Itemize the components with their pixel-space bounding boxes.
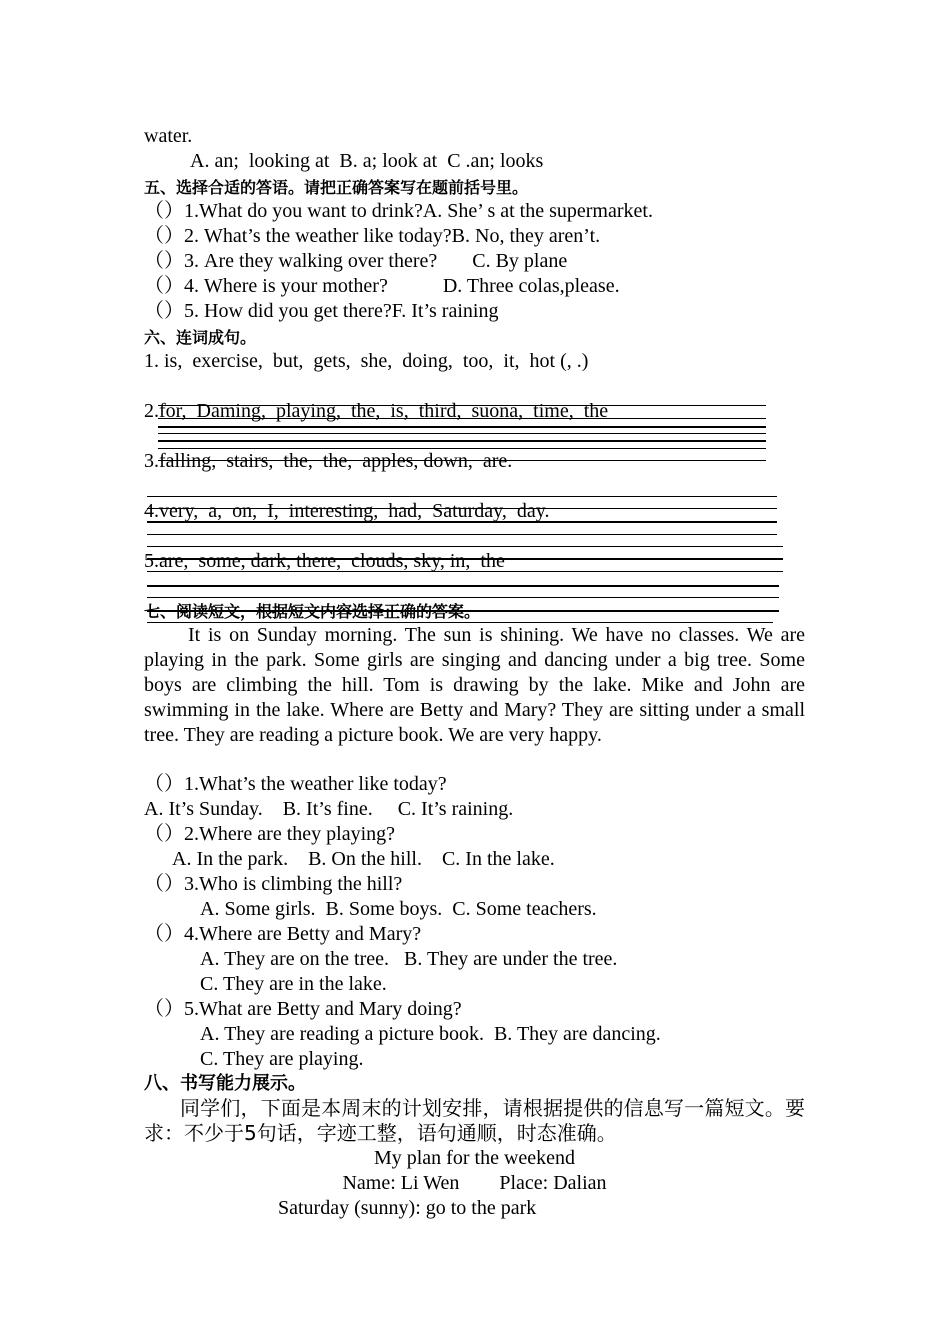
writing-line	[158, 418, 766, 419]
writing-line	[147, 496, 777, 497]
section-6-heading: 六、连词成句。	[144, 328, 257, 347]
reading-question-4: （）4.Where are Betty and Mary?	[144, 923, 422, 945]
writing-line	[147, 534, 777, 535]
word-order-item-5: 5.are, some, dark, there, clouds, sky, in, the	[144, 550, 505, 572]
reading-question-3: （）3.Who is climbing the hill?	[144, 873, 403, 895]
writing-line	[158, 405, 766, 406]
plan-saturday: Saturday (sunny): go to the park	[278, 1197, 537, 1219]
match-item-2: （）2. What’s the weather like today?B. No, they aren’t.	[144, 225, 601, 247]
text-line: water.	[144, 125, 193, 147]
word-order-item-2: 2.for, Daming, playing, the, is, third, suona, time, the	[144, 400, 609, 422]
question-1-options: A. It’s Sunday. B. It’s fine. C. It’s raining.	[144, 798, 514, 820]
section-8-heading: 八、书写能力展示。	[144, 1073, 306, 1094]
writing-line	[147, 546, 783, 547]
writing-line	[147, 508, 777, 509]
writing-line	[158, 426, 766, 428]
plan-title: My plan for the weekend	[373, 1147, 576, 1169]
question-2-options: A. In the park. B. On the hill. C. In the lake.	[172, 848, 555, 870]
match-item-5: （）5. How did you get there?F. It’s raining	[144, 300, 499, 322]
reading-question-5: （）5.What are Betty and Mary doing?	[144, 998, 462, 1020]
reading-passage: It is on Sunday morning. The sun is shining. We have no classes. We are playing in the park. Some girls are singing and dancing under a big tree. Some boys are climbing the hill. Tom is drawing by the lake. Mike and John are swimming in the lake. Where are Betty and Mary? They are sitting under a small tree. They are reading a picture book. We are very happy.	[144, 624, 805, 746]
question-5-options: C. They are playing.	[200, 1048, 364, 1070]
match-item-1: （）1.What do you want to drink?A. She’ s at the supermarket.	[144, 200, 653, 222]
section-7-heading: 七、阅读短文，根据短文内容选择正确的答案。	[144, 602, 481, 621]
word-order-item-4: 4.very, a, on, I, interesting, had, Saturday, day.	[144, 500, 550, 522]
writing-line	[158, 433, 766, 434]
writing-line	[147, 558, 783, 560]
question-5-options: A. They are reading a picture book. B. They are dancing.	[200, 1023, 661, 1045]
question-4-options: C. They are in the lake.	[200, 973, 387, 995]
writing-line	[147, 571, 783, 572]
question-3-options: A. Some girls. B. Some boys. C. Some teachers.	[200, 898, 597, 920]
word-order-item-1: 1. is, exercise, but, gets, she, doing, too, it, hot (, .)	[144, 350, 589, 372]
question-4-options: A. They are on the tree. B. They are under the tree.	[200, 948, 618, 970]
answer-options: A. an; looking at B. a; look at C .an; looks	[190, 150, 544, 172]
writing-line	[147, 585, 779, 587]
reading-question-2: （）2.Where are they playing?	[144, 823, 396, 845]
writing-line	[147, 521, 777, 523]
writing-line	[158, 448, 766, 449]
match-item-4: （）4. Where is your mother? D. Three colas,please.	[144, 275, 620, 297]
writing-instruction: 同学们，下面是本周末的计划安排，请根据提供的信息写一篇短文。要求：不少于5句话，字迹工整，语句通顺，时态准确。	[144, 1096, 805, 1145]
plan-info: Name: Li Wen Place: Dalian	[342, 1172, 607, 1194]
writing-line	[158, 460, 766, 461]
writing-line	[158, 440, 766, 442]
word-order-item-3: 3.falling, stairs, the, the, apples, down, are.	[144, 450, 513, 472]
reading-question-1: （）1.What’s the weather like today?	[144, 773, 447, 795]
section-5-heading: 五、选择合适的答语。请把正确答案写在题前括号里。	[144, 178, 529, 197]
match-item-3: （）3. Are they walking over there? C. By plane	[144, 250, 568, 272]
writing-line	[147, 597, 779, 598]
